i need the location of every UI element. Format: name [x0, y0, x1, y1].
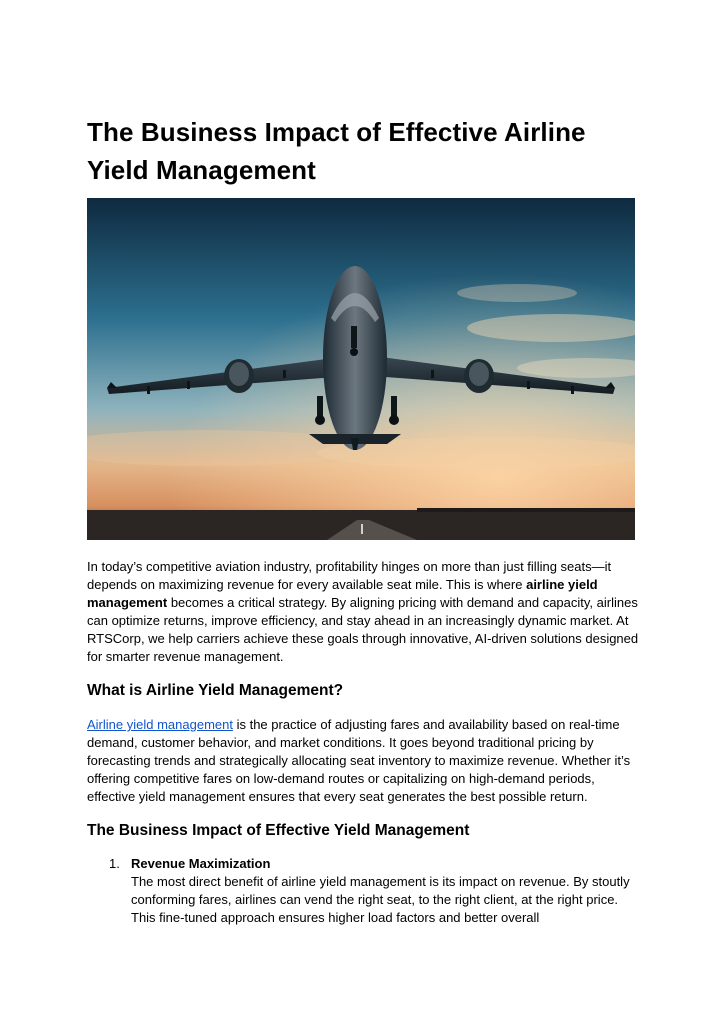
- list-item-number: 1.: [109, 856, 120, 871]
- intro-text-1: In today’s competitive aviation industry, profitability hinges on more than just filling seats—it depends on maximizing revenue for every available seat mile. This is where: [87, 559, 612, 592]
- list-item-body: The most direct benefit of airline yield management is its impact on revenue. By stoutly conforming fares, airlines can vend the right seat, to the right client, at the right price. This fine-tuned approach ensures higher load factors and better overall: [131, 874, 630, 925]
- section-heading-what-is: What is Airline Yield Management?: [87, 682, 344, 699]
- list-item-title: Revenue Maximization: [131, 856, 271, 871]
- definition-paragraph: [87, 716, 639, 806]
- page-title: The Business Impact of Effective Airline Yield Management: [87, 117, 586, 185]
- yield-management-link[interactable]: Airline yield management: [87, 717, 233, 732]
- intro-paragraph: [87, 558, 639, 666]
- definition-text: is the practice of adjusting fares and availability based on real-time demand, customer behavior, and market conditions. It goes beyond traditional pricing by forecasting trends and strategically allocating seat inventory to maximize revenue. Whether it’s offering competitive fares on low-demand routes or capitalizing on high-demand periods, effective yield management ensures that every seat generates the best possible return.: [87, 717, 631, 804]
- intro-text-2: becomes a critical strategy. By aligning pricing with demand and capacity, airlines can optimize returns, improve efficiency, and stay ahead in an increasingly dynamic market. At RTSCorp, we help carriers achieve these goals through innovative, AI-driven solutions designed for smarter revenue management.: [87, 595, 639, 664]
- airplane-photo-icon: [87, 198, 635, 540]
- section-heading-business-impact: The Business Impact of Effective Yield Management: [87, 822, 470, 839]
- intro-bold-term: airline yield management: [87, 577, 598, 610]
- list-item-content: [131, 855, 631, 927]
- hero-image: [87, 198, 635, 540]
